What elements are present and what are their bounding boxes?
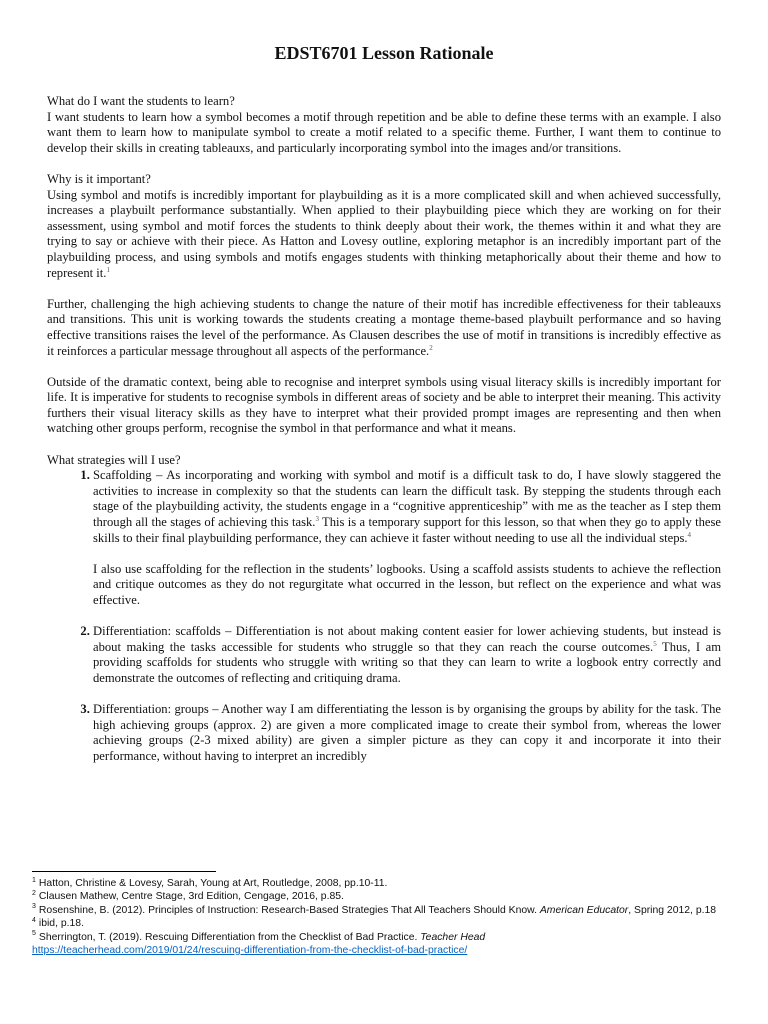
footnote-text-tail: , Spring 2012, p.18 [628,904,717,916]
learn-paragraph: I want students to learn how a symbol becomes a motif through repetition and be able to define these terms with an example. I also want them to learn how to manipulate symbol to create a motif related to a specific theme. Further, I want them to continue to develop their skills in creating tableauxs, and particularly incorporating symbol into the images and/or transitions. [47,109,721,155]
footnote-separator [32,871,216,872]
footnote-text: Rosenshine, B. (2012). Principles of Instruction: Research-Based Strategies That All Teachers Should Know. [38,904,540,916]
strategy-3-text-a: Differentiation: groups – Another way I am differentiating the lesson is by organising the groups by ability for the task. The high achieving groups (approx. 2) are given a more complicated image to create their symbol from, whereas the lower achieving groups (2-3 mixed ability) are given a simpler picture as they can copy it and incorporate it into their performance, without having to interpret an incredibly [93,702,721,763]
footnote-3 [32,904,744,917]
footnote-5 [32,931,744,958]
footnote-number: 1 [32,876,36,884]
footnote-ref-5[interactable]: 5 [653,639,657,648]
important-paragraph-2-text: Further, challenging the high achieving students to change the nature of their motif has incredible effectiveness for their tableauxs and transitions. This unit is working towards the students creating a montage theme-based playbuilt performance and so having effective transitions raises the level of the performance. As Clausen describes the use of motif in transitions is incredibly effective as it reinforces a particular message throughout all aspects of the performance. [47,296,721,358]
strategy-item-differentiation-scaffolds [93,624,721,686]
footnote-text: Sherrington, T. (2019). Rescuing Differentiation from the Checklist of Bad Practice. [38,931,421,943]
footnote-ref-1[interactable]: 1 [106,265,110,274]
important-paragraph-1-text: Using symbol and motifs is incredibly important for playbuilding as it is a more complicated skill and when achieved successfully, increases a playbuilt performance substantially. When applied to their playbuilding piece which they are working on for their assessment, using symbol and motif forces the students to think deeply about their work, the themes within it and what they are trying to say or achieve with their piece. As Hatton and Lovesy outline, exploring metaphor is an incredibly important part of the playbuilding process, and using symbols and motifs engages students with thinking metaphorically about their theme and how to represent it. [47,187,721,280]
footnote-journal: American Educator [539,904,629,916]
strategies-list [47,468,721,764]
footnote-journal: Teacher Head [420,931,486,943]
important-paragraph-3: Outside of the dramatic context, being able to recognise and interpret symbols using visual literacy skills is incredibly important for life. It is imperative for students to recognise symbols in different areas of society and be able to interpret their meaning. This activity furthers their visual literacy skills as they have to interpret what their provided prompt images are representing and then when watching other groups perform, recognise the symbol in that performance and what it means. [47,374,721,436]
document-body [47,94,721,780]
strategy-item-scaffolding [93,468,721,608]
footnote-ref-3[interactable]: 3 [315,514,319,523]
footnote-number: 5 [32,930,36,938]
footnote-text: Hatton, Christine & Lovesy, Sarah, Young at Art, Routledge, 2008, pp.10-11. [38,878,388,889]
footnote-ref-2[interactable]: 2 [429,343,433,352]
footnote-2 [32,890,744,903]
footnote-number: 2 [32,889,36,897]
important-paragraph-1 [47,188,721,282]
strategy-item-differentiation-groups [93,702,721,764]
strategy-1-text-b: This is a temporary support for this lesson, so that when they go to apply these skills to their final playbuilding performance, they can achieve it faster without needing to use all the individual steps. [93,515,721,545]
strategy-1-text-c: I also use scaffolding for the reflection in the students’ logbooks. Using a scaffold assists students to achieve the reflection and critique outcomes as they do not regurgitate what occurred in the lesson, but reflect on the experience and what was effective. [93,561,721,607]
footnote-ref-4[interactable]: 4 [687,530,692,539]
strategies-heading: What strategies will I use? [47,452,181,467]
learn-heading: What do I want the students to learn? [47,94,235,108]
footnote-4 [32,917,744,930]
important-heading: Why is it important? [47,171,151,186]
footnotes [32,877,744,957]
strategy-1-text-a: Scaffolding – As incorporating and working with symbol and motif is a difficult task to do, I have slowly staggered the activities to increase in complexity so that the students can learn the difficult task. By stepping the students through each stage of the playbuilding activity, the students engage in a “cognitive apprenticeship” with me as the teacher as I step them through all the stages of achieving this task. [93,468,721,530]
important-paragraph-2 [47,297,721,359]
footnote-link[interactable]: https://teacherhead.com/2019/01/24/rescuing-differentiation-from-the-checklist-of-bad-practice/ [32,945,468,957]
footnote-number: 4 [32,916,36,924]
strategy-2-text-b: Thus, I am providing scaffolds for students who struggle with writing so that they can learn to write a logbook entry correctly and demonstrate the outcomes of reflecting and critiquing drama. [93,639,721,685]
footnote-text: ibid, p.18. [38,918,84,930]
footnote-text: Clausen Mathew, Centre Stage, 3rd Edition, Cengage, 2016, p.85. [38,891,344,903]
page-title: EDST6701 Lesson Rationale [274,43,494,63]
footnote-1 [32,877,744,890]
strategy-2-text-a: Differentiation: scaffolds – Differentiation is not about making content easier for lower achieving students, but instead is about making the tasks accessible for students who struggle so that they can reach the course outcomes. [93,624,721,654]
footnote-number: 3 [32,903,36,911]
